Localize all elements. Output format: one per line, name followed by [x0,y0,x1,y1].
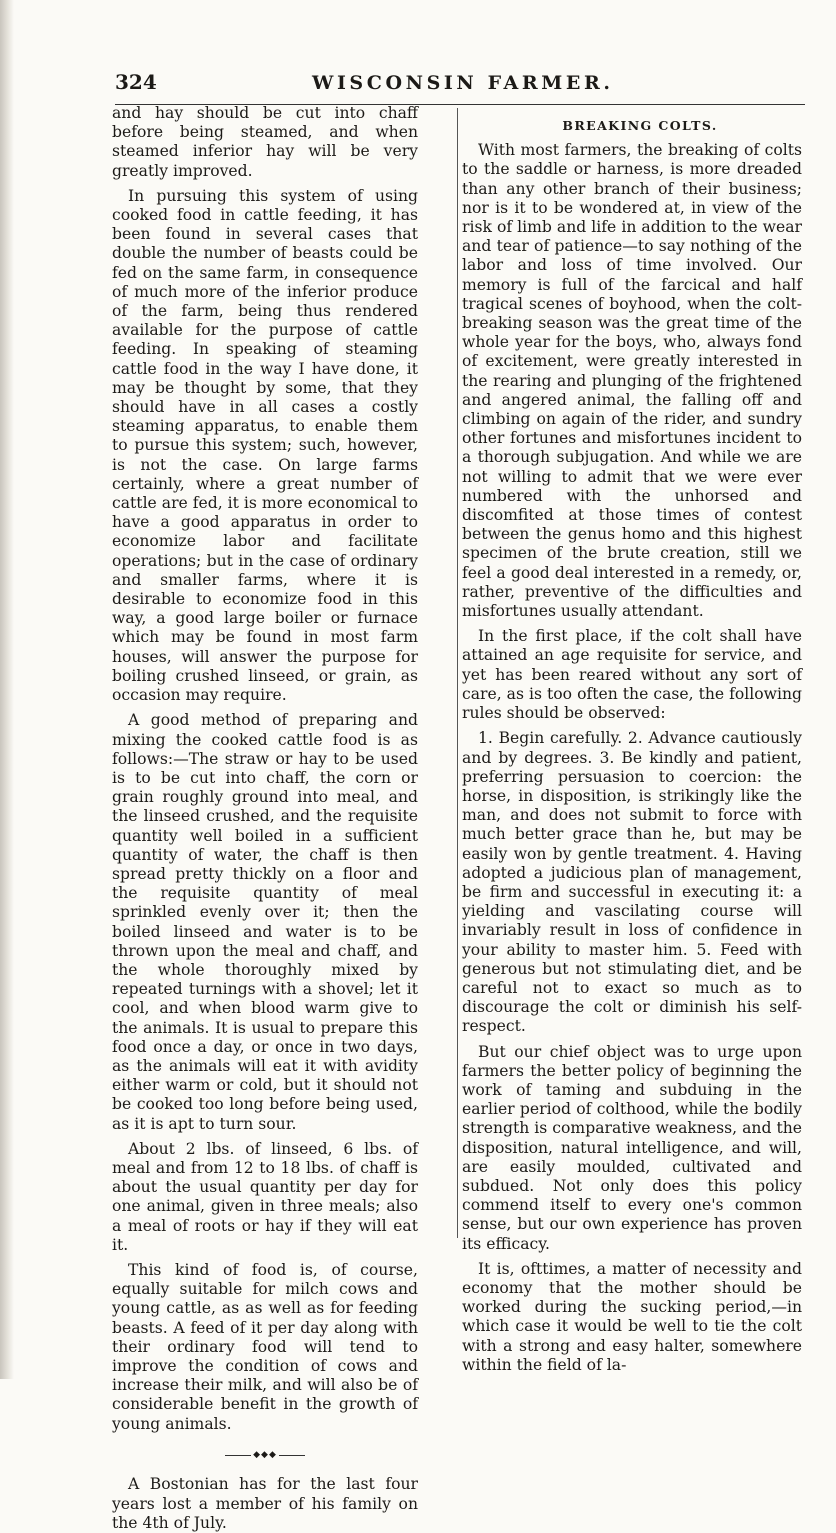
article-heading: BREAKING COLTS. [562,118,718,133]
news-note: A Bostonian has for the last four years lost a member of his family on the 4th of July. [112,1475,418,1532]
paragraph: This kind of food is, of course, equally suitable for milch cows and young cattle, as as well as for feeding beasts. A feed of it per day along with their ordinary food will tend to improve the condition of cows and increase their milk, and will also be of considerable benefit in the growth of young animals. [112,1260,418,1433]
page-edge-shadow [0,0,14,1379]
paragraph: A good method of preparing and mixing the cooked cattle food is as follows:—The straw or hay to be used is to be cut into chaff, the corn or grain roughly ground into meal, and the linseed crushed, and the requisite quantity well boiled in a sufficient quantity of water, the chaff is then spread pretty thickly on a floor and the requisite quantity of meal sprinkled evenly over it; then the boiled linseed and water is to be thrown upon the meal and chaff, and the whole thoroughly mixed by repeated turnings with a shovel; let it cool, and when blood warm give to the animals. It is usual to prepare this food once a day, or once in two days, as the animals will eat it with avidity either warm or cold, but it should not be cooked too long before being used, as it is apt to turn sour. [112,711,418,1133]
left-column [112,104,418,1533]
right-column [462,116,802,1375]
paragraph: and hay should be cut into chaff before being steamed, and when steamed inferior hay will be very greatly improved. [112,104,418,180]
page-number: 324 [115,70,157,94]
paragraph: It is, ofttimes, a matter of necessity and economy that the mother should be worked during the sucking period,—in which case it would be well to tie the colt with a strong and easy halter, somewhere within the field of la- [462,1259,802,1374]
section-ornament: ◆◆◆ [112,1446,418,1466]
paragraph: With most farmers, the breaking of colts to the saddle or harness, is more dreaded than any other branch of their business; nor is it to be wondered at, in view of the risk of limb and life in addition to the wear and tear of patience—to say nothing of the labor and loss of time involved. Our memory is full of the farcical and half tragical scenes of boyhood, when the colt-breaking season was the great time of the whole year for the boys, who, always fond of excitement, were greatly interested in the rearing and plunging of the frightened and angered animal, the falling off and climbing on again of the rider, and sundry other fortunes and misfortunes incident to a thorough subjugation. And while we are not willing to admit that we were ever numbered with the unhorsed and discomfited at those times of contest between the genus homo and this highest specimen of the brute creation, still we feel a good deal interested in a remedy, or, rather, preventive of the difficulties and misfortunes usually attendant. [462,141,802,621]
paragraph: About 2 lbs. of linseed, 6 lbs. of meal and from 12 to 18 lbs. of chaff is about the usual quantity per day for one animal, given in three meals; also a meal of roots or hay if they will eat it. [112,1139,418,1254]
paragraph: 1. Begin carefully. 2. Advance cautiously and by degrees. 3. Be kindly and patient, preferring persuasion to coercion: the horse, in disposition, is strikingly like the man, and does not submit to force with much better grace than he, but may be easily won by gentle treatment. 4. Having adopted a judicious plan of management, be firm and successful in executing it: a yielding and vascilating course will invariably result in loss of confidence in your ability to master him. 5. Feed with generous but not stimulating diet, and be careful not to exact so much as to discourage the colt or diminish his self-respect. [462,729,802,1036]
paragraph: In pursuing this system of using cooked food in cattle feeding, it has been found in several cases that double the number of beasts could be fed on the same farm, in consequence of much more of the inferior produce of the farm, being thus rendered available for the purpose of cattle feeding. In speaking of steaming cattle food in the way I have done, it may be thought by some, that they should have in all cases a costly steaming apparatus, to enable them to pursue this system; such, however, is not the case. On large farms certainly, where a great number of cattle are fed, it is more economical to have a good apparatus in order to economize labor and facilitate operations; but in the case of ordinary and smaller farms, where it is desirable to economize food in this way, a good large boiler or furnace which may be found in most farm houses, will answer the purpose for boiling crushed linseed, or grain, as occasion may require. [112,186,418,705]
column-divider [457,108,458,1238]
journal-title: WISCONSIN FARMER. [312,72,614,94]
paragraph: In the first place, if the colt shall have attained an age requisite for service, and yet has been reared without any sort of care, as is too often the case, the following rules should be observed: [462,627,802,723]
page-header [115,70,805,100]
paragraph: But our chief object was to urge upon farmers the better policy of beginning the work of taming and subduing in the earlier period of colthood, while the bodily strength is comparative weakness, and the disposition, natural intelligence, and will, are easily moulded, cultivated and subdued. Not only does this policy commend itself to every one's common sense, but our own experience has proven its efficacy. [462,1042,802,1253]
